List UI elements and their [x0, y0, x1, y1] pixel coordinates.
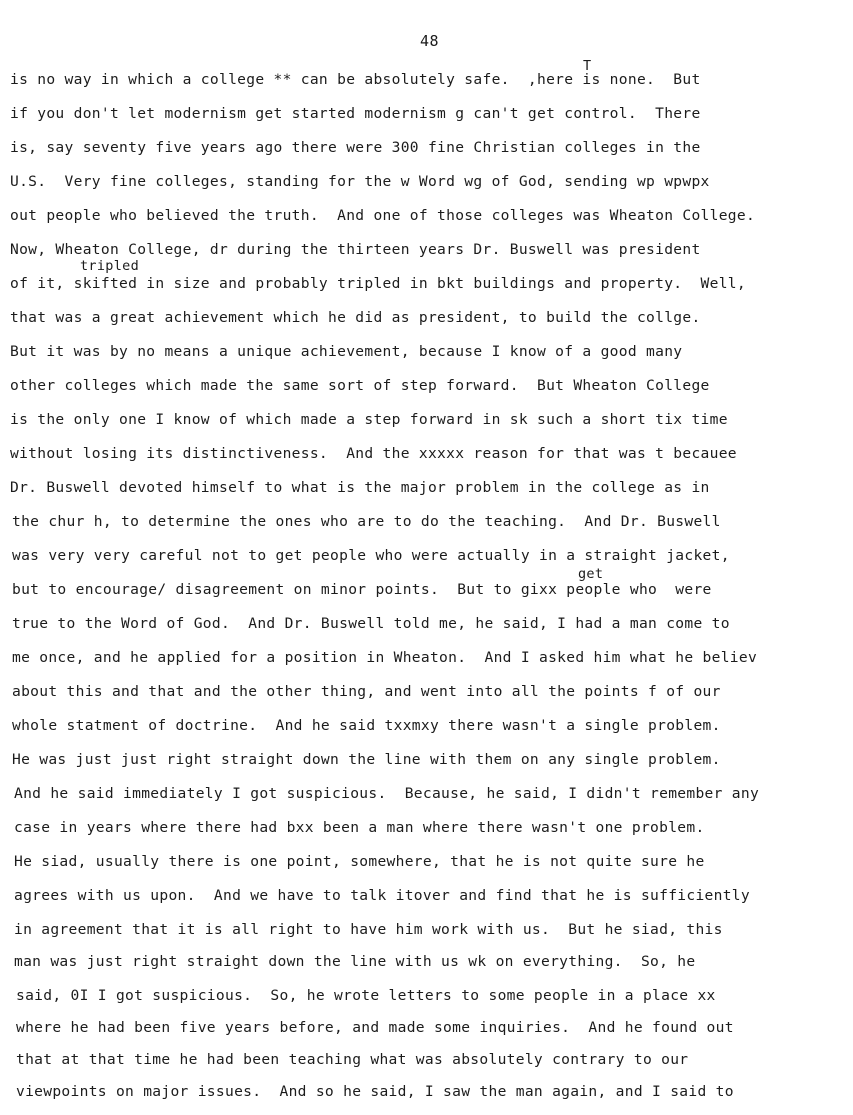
- text-line: that at that time he had been teaching what was absolutely contrary to our: [16, 1051, 689, 1068]
- text-line: Dr. Buswell devoted himself to what is the major problem in the college as in: [10, 479, 710, 496]
- text-line: And he said immediately I got suspicious. Because, he said, I didn't remember any: [14, 785, 760, 802]
- text-line: true to the Word of God. And Dr. Buswell told me, he said, I had a man come to: [12, 615, 730, 632]
- text-line: where he had been five years before, and made some inquiries. And he found out: [16, 1019, 734, 1036]
- text-line: without losing its distinctiveness. And the xxxxx reason for that was t becauee: [10, 445, 737, 462]
- text-line: other colleges which made the same sort of step forward. But Wheaton College: [10, 377, 710, 394]
- page-number: 48: [420, 32, 440, 50]
- insertion-tripled: tripled: [80, 258, 139, 274]
- text-line: if you don't let modernism get started modernism g can't get control. There: [10, 105, 701, 122]
- text-line: is, say seventy five years ago there were 300 fine Christian colleges in the: [10, 139, 701, 156]
- text-line: me once, and he applied for a position in Wheaton. And I asked him what he believ: [12, 649, 758, 666]
- text-line: U.S. Very fine colleges, standing for the w Word wg of God, sending wp wpwpx: [10, 173, 710, 190]
- text-line: viewpoints on major issues. And so he said, I saw the man again, and I said to: [16, 1083, 734, 1100]
- text-line: but to encourage/ disagreement on minor points. But to gixx people who were: [12, 581, 712, 598]
- text-line: is the only one I know of which made a step forward in sk such a short tix time: [10, 411, 728, 428]
- text-line: Now, Wheaton College, dr during the thirteen years Dr. Buswell was president: [10, 241, 701, 258]
- text-line: He was just just right straight down the line with them on any single problem.: [12, 751, 721, 768]
- insertion-get: get: [578, 566, 604, 582]
- text-line: was very very careful not to get people who were actually in a straight jacket,: [12, 547, 730, 564]
- insertion-mark-t: T: [583, 58, 592, 74]
- text-line: that was a great achievement which he did as president, to build the collge.: [10, 309, 701, 326]
- text-line: But it was by no means a unique achievement, because I know of a good many: [10, 343, 683, 360]
- text-line: man was just right straight down the line with us wk on everything. So, he: [14, 953, 696, 970]
- text-line: in agreement that it is all right to have him work with us. But he siad, this: [14, 921, 723, 938]
- text-line: agrees with us upon. And we have to talk itover and find that he is sufficiently: [14, 887, 750, 904]
- text-line: said, 0I I got suspicious. So, he wrote letters to some people in a place xx: [16, 987, 716, 1004]
- text-line: about this and that and the other thing, and went into all the points f of our: [12, 683, 721, 700]
- text-line: of it, skifted in size and probably tripled in bkt buildings and property. Well,: [10, 275, 746, 292]
- text-line: is no way in which a college ** can be absolutely safe. ,here is none. But: [10, 71, 701, 88]
- text-line: the chur h, to determine the ones who are to do the teaching. And Dr. Buswell: [12, 513, 721, 530]
- text-line: out people who believed the truth. And one of those colleges was Wheaton College.: [10, 207, 756, 224]
- text-line: whole statment of doctrine. And he said txxmxy there wasn't a single problem.: [12, 717, 721, 734]
- text-line: He siad, usually there is one point, somewhere, that he is not quite sure he: [14, 853, 705, 870]
- text-line: case in years where there had bxx been a man where there wasn't one problem.: [14, 819, 705, 836]
